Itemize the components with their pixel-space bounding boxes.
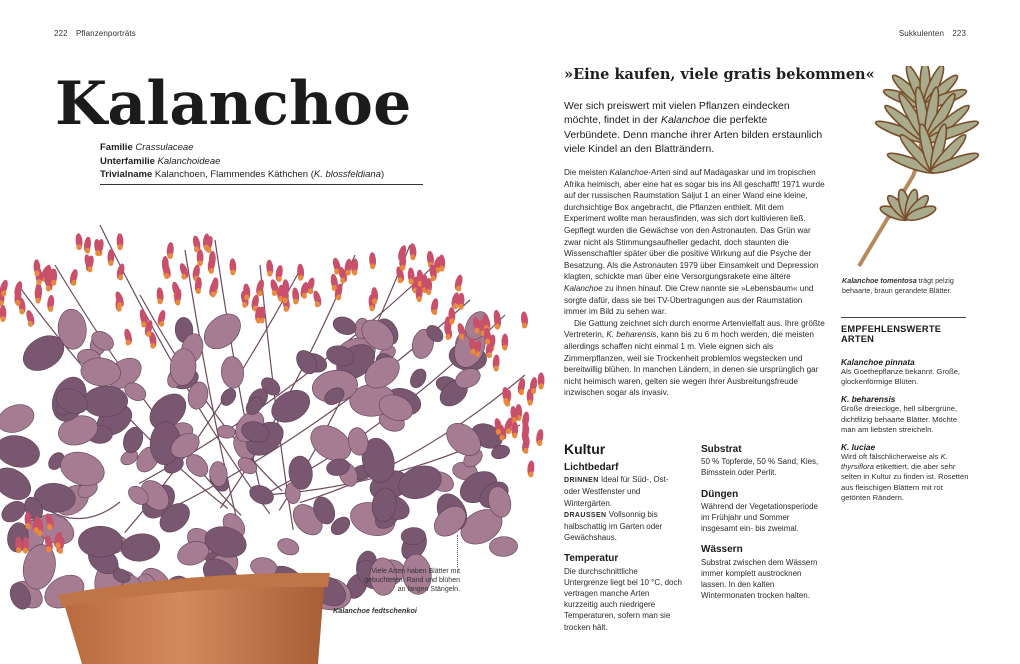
illustration-caption: Kalanchoe fedtschenkoi [333,606,417,615]
section-name-left: Pflanzenporträts [75,29,136,38]
flower-cluster-bell [430,298,440,315]
flower-cluster-bell [520,311,528,328]
flower-cluster-bell [535,429,544,446]
page-number-right: 223 [952,29,966,38]
scalloped-leaf [0,400,38,438]
flower-cluster-bell [166,242,174,259]
flower-cluster-bell [25,309,36,327]
species-text-3: Wird oft fälschlicherweise als K. thyrsiflora etikettiert, die aber sehr selten in Kultur zu finden ist. Rosetten aus fleischigen Blättern mit rot getönten Rändern. [841,452,969,502]
recommended-sidebar [841,324,969,503]
meta-rule [100,184,423,185]
page-title: Kalanchoe [55,69,412,139]
flower-cluster-bell [351,258,359,275]
plant-meta [100,141,384,182]
scalloped-leaf [0,431,43,471]
body-paragraph-2: Die Gattung zeichnet sich durch enorme Artenvielfalt aus. Ihre größte Vertreterin, K. beharensis, kann bis zu 6 m hoch werden, die meisten allerdings schaffen nicht einmal 1 m. Viele eignen sich als Zimmerpflanzen, weil sie Trockenheit problemlos wegstecken und bereitwillig blühen. In manchen Ländern, in denen sie ursprünglich gar nicht heimisch waren, gelten sie wegen ihrer Ausbreitungsfreude inzwischen sogar als invasiv. [564,318,825,398]
running-head-left [54,29,136,38]
flower-cluster-bell [527,460,535,477]
scalloped-leaf [331,314,359,338]
temperature-heading: Temperatur [564,553,619,565]
culture-right-column [701,444,825,611]
flower-cluster-bell [275,265,284,282]
flower-cluster-bell [75,233,83,250]
scalloped-leaf [275,536,301,558]
scalloped-leaf [0,497,29,526]
flower-cluster-bell [438,255,445,272]
flower-cluster-bell [46,295,54,312]
kalanchoe-plant-illustration [0,205,545,664]
temperature-text: Die durchschnittliche Untergrenze liegt bei 10 °C, doch vertragen manche Arten kurzzeitig auch niedrigere Temperaturen, sofern man sie trocken hält. [564,566,682,632]
temperature-block [564,553,684,632]
light-heading: Lichtbedarf [564,462,619,473]
water-block [701,544,825,601]
substrate-text: 50 % Topferde, 50 % Sand, Kies, Bimsstein oder Perlit. [701,457,819,478]
flower-cluster-bell [68,268,79,286]
scalloped-leaf [56,446,109,491]
scalloped-leaf [197,307,247,356]
section-headline: »Eine kaufen, viele gratis bekommen« [564,66,875,83]
indoor-text: DRINNEN Ideal für Süd-, Ost- oder Westfenster und Wintergärten. [564,475,669,508]
scalloped-leaf [218,386,239,409]
scalloped-leaf [489,536,518,557]
fertilizer-heading: Düngen [701,488,739,500]
scalloped-leaf [120,531,162,563]
meta-subfamily: Unterfamilie Kalanchoideae [100,155,221,167]
flower-cluster-bell [291,287,300,304]
flower-cluster-bell [107,249,114,266]
outdoor-text: DRAUSSEN Vollsonnig bis halbschattig im Garten oder Gewächshaus. [564,509,663,543]
scalloped-leaf [247,482,277,508]
fertilizer-text: Während der Vegetationsperiode im Frühjahr und Sommer insgesamt ein- bis zweimal. [701,501,818,534]
species-name-3: K. luciae [841,442,876,453]
caption-leader-line [457,535,458,567]
flower-cluster-bell [266,259,274,276]
scalloped-leaf [78,526,122,557]
body-paragraph-1: Die meisten Kalanchoe-Arten sind auf Madagaskar und im tropischen Afrika heimisch, aber eine hat es sogar bis ins All geschafft! 1971 wurde auf der russischen Raumstation Saljut 1 an einer Wand eine kleine, durchsichtige Box angebracht, die Pflanzen enthielt. Mit dem Experiment wollte man herausfinden, was sich dort kultivieren ließ. Gepflegt wurden die Gewächse von den Astronauten. Das Grün war zwar nicht als Stimmungsaufheller gedacht, doch staunten die Wissenschaftler später über die positive Wirkung auf die Psyche der Besatzung. Als die Astronauten 1979 über Einsamkeit und Depression klagten, schickte man über eine Versorgungsrakete eine ältere Kalanchoe zu ihnen hinauf. Die Crew nannte sie »Lebensbaum« und sorgte dafür, dass sie bei TV-Übertragungen aus der Raumstation immer im Bild zu sehen war. [564,168,825,317]
sidebar-top-rule [841,317,966,318]
scalloped-leaf [220,356,245,390]
flower-cluster-bell [443,322,454,340]
photo-caption: Kalanchoe tomentosa trägt pelzig behaarte, braun gerandete Blätter. [842,276,954,295]
meta-family: Familie Crassulaceae [100,142,194,153]
sidebar-title: EMPFEHLENSWERTE ARTEN [841,324,942,344]
substrate-heading: Substrat [701,444,742,455]
flower-cluster-bell [115,263,126,281]
flower-cluster-bell [0,279,9,297]
body-text [564,167,826,399]
illustration-side-caption: Viele Arten haben Blätter mit gebuchtetem Rand und blühen an langen Stängeln. [364,568,460,593]
flower-cluster-bell [156,309,167,327]
scalloped-leaf [394,460,446,504]
flower-cluster-bell [453,274,464,292]
culture-left-column [564,462,684,643]
species-text-2: Große dreieckige, hell silbergrüne, dichtfilzig behaarte Blätter. Möchte man am liebsten streicheln. [841,404,958,434]
flower-cluster-bell [83,236,92,253]
flower-cluster-bell [116,233,123,250]
section-name-right: Sukkulenten [898,29,945,38]
species-name-1: Kalanchoe pinnata [841,357,915,367]
flower-cluster-bell [492,354,500,371]
lead-paragraph: Wer sich preiswert mit vielen Pflanzen eindecken möchte, findet in der Kalanchoe die perfekte Verbündete. Denn manche ihrer Arten bilden erstaunlich viele Kindel an den Blatträndern. [564,101,823,156]
flower-cluster-bell [501,334,508,351]
species-text-1: Als Goethepflanze bekannt. Große, glockenförmige Blüten. [841,367,961,387]
culture-heading: Kultur [564,441,606,457]
kalanchoe-tomentosa-photo [853,66,998,272]
page-number-left: 222 [54,29,68,38]
meta-common-name: Trivialname Kalanchoen, Flammendes Käthchen (K. blossfeldiana) [100,169,385,180]
water-heading: Wässern [701,544,743,556]
flower-cluster-bell [0,305,6,322]
flower-cluster-bell [538,372,545,389]
flower-cluster-bell [369,252,377,269]
running-head-right [899,29,966,38]
flower-cluster-bell [312,290,323,308]
flower-cluster-bell [123,328,133,346]
substrate-block [701,444,825,479]
flower-cluster-bell [255,279,266,297]
water-text: Substrat zwischen dem Wässern immer komplett austrocknen lassen. In den kalten Wintermonaten trocken halten. [701,557,818,601]
species-name-2: K. beharensis [841,394,896,405]
flower-cluster-bell [156,287,164,304]
flower-cluster-bell [229,258,237,275]
light-block [564,462,684,543]
fertilizer-block [701,489,825,535]
flower-cluster-bell [297,264,305,281]
